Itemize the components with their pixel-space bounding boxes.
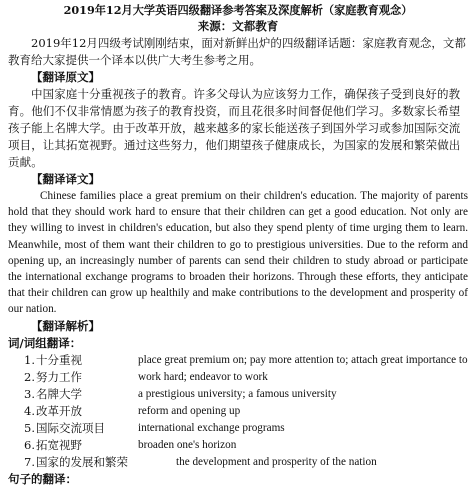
source-line: 来源：文都教育 — [197, 19, 279, 33]
vocab-item — [8, 437, 468, 454]
vocab-english: the development and prosperity of the nation — [176, 455, 377, 468]
vocab-list — [8, 352, 468, 471]
vocab-number: 5. — [24, 420, 35, 435]
vocab-item — [8, 454, 468, 471]
vocab-item — [8, 403, 468, 420]
vocab-number: 4. — [24, 403, 35, 418]
vocab-chinese: 改革开放 — [36, 403, 82, 418]
vocab-english: a prestigious university; a famous university — [138, 387, 337, 400]
sentence-heading: 句子的翻译： — [8, 471, 77, 486]
original-heading: 【翻译原文】 — [31, 70, 100, 84]
vocab-chinese: 名牌大学 — [36, 386, 82, 401]
vocab-english: international exchange programs — [138, 421, 285, 434]
vocab-number: 7. — [24, 454, 35, 469]
vocab-english: work hard; endeavor to work — [138, 370, 268, 383]
vocab-chinese: 拓宽视野 — [36, 437, 82, 452]
vocab-item — [8, 369, 468, 386]
vocab-item — [8, 420, 468, 437]
translation-text: Chinese families place a great premium on their children's education. The majority of parents hold that they should work hard to ensure that their children can get a good education. Not only are they willing to invest in children's education, but also they spend plenty of time urging them to learn. Meanwhile, most of them want their children to go to prestigious universities. Due to the reform and opening up, an increasingly number of parents can send their children to study abroad or participate the international exchange programs to broaden their horizons. Through these efforts, they anticipate that their children can grow up healthily and make contributions to the development and prosperity of our nation. — [8, 190, 468, 316]
vocab-item — [8, 352, 468, 369]
vocab-number: 1. — [24, 352, 35, 367]
document-title: 2019年12月大学英语四级翻译参考答案及深度解析（家庭教育观念） — [63, 3, 413, 17]
vocab-item — [8, 386, 468, 403]
vocab-chinese: 国家的发展和繁荣 — [36, 454, 128, 469]
vocab-english: place great premium on; pay more attention to; attach great importance to — [138, 353, 468, 366]
intro-paragraph: 2019年12月四级考试刚刚结束，面对新鲜出炉的四级翻译话题：家庭教育观念，文都教育给大家提供一个译本以供广大考生参考之用。 — [8, 36, 466, 67]
vocab-chinese: 国际交流项目 — [36, 420, 105, 435]
vocab-number: 6. — [24, 437, 35, 452]
original-text: 中国家庭十分重视孩子的教育。许多父母认为应该努力工作，确保孩子受到良好的教育。他们不仅非常情愿为孩子的教育投资，而且花很多时间督促他们学习。多数家长希望孩子能上名牌大学。由于改革开放，越来越多的家长能送孩子到国外学习或参加国际交流项目，让其拓宽视野。通过这些努力，他们期望孩子健康成长，为国家的发展和繁荣做出贡献。 — [8, 87, 461, 169]
vocab-number: 3. — [24, 386, 35, 401]
vocab-english: reform and opening up — [138, 404, 241, 417]
vocab-english: broaden one's horizon — [138, 438, 237, 451]
vocab-chinese: 十分重视 — [36, 352, 82, 367]
vocab-number: 2. — [24, 369, 35, 384]
vocab-chinese: 努力工作 — [36, 369, 82, 384]
translation-heading: 【翻译译文】 — [31, 172, 100, 186]
vocab-heading: 词/词组翻译： — [8, 335, 82, 350]
analysis-heading: 【翻译解析】 — [31, 318, 100, 333]
